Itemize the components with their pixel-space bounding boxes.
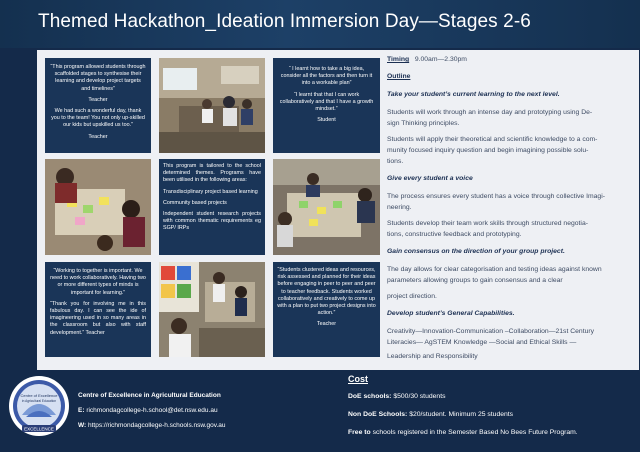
cost-label: DoE schools: xyxy=(348,393,392,400)
cost-value: schools registered in the Semester Based No Bees Future Program. xyxy=(372,429,578,436)
email-row xyxy=(78,407,218,414)
logo-text: in Agricultural Education xyxy=(21,399,57,403)
body-text: munity focused inquiry question and begin imagining possible solu- xyxy=(387,147,589,154)
cost-value: $20/student. Minimum 25 students xyxy=(409,411,514,418)
quote-attribution: Teacher xyxy=(316,321,337,328)
logo-text: EXCELLENCE xyxy=(24,426,54,432)
body-text: project direction. xyxy=(387,293,437,300)
cost-row xyxy=(348,429,578,436)
body-text: Students will work through an intense day and prototyping using De- xyxy=(387,109,593,116)
web-link[interactable]: https://richmondagcollege-h.schools.nsw.gov.au xyxy=(88,422,226,429)
program-area: Transdisciplinary project based learning xyxy=(163,188,258,195)
group-work-photo-1 xyxy=(45,159,151,255)
body-text: Literacies— AgSTEM Knowledge —Social and Ethical Skills — xyxy=(387,339,577,346)
quote-text: “I learnt that that I can work collaboratively and that I have a growth mindset.” xyxy=(279,91,374,113)
quote-text: “This program allowed students through scaffolded stages to synthesise their learning and develop project targets and timelines” xyxy=(50,64,146,92)
program-intro: This program is tailored to the school determined themes. Programs have been utilised in the following areas: xyxy=(163,163,261,184)
section-heading: Take your student’s current learning to the next level. xyxy=(387,91,560,98)
web-label: W: xyxy=(78,422,87,429)
program-area: Independent student research projects with common thematic requirements eg SGP/ IRPs xyxy=(163,211,261,232)
quote-card-3 xyxy=(45,262,151,357)
body-text: The day allows for clear categorisation and testing ideas against known xyxy=(387,266,602,273)
quote-card-4 xyxy=(273,262,380,357)
cost-label: Free to xyxy=(348,429,371,436)
body-text: parameters allowing groups to gain consensus and a clear xyxy=(387,277,563,284)
quote-text: “Working to together is important. We need to work collaboratively. Having two or more different types of minds is important for learning.” xyxy=(50,268,146,296)
quote-card-1 xyxy=(45,58,151,153)
cost-row xyxy=(348,393,445,400)
body-text: Creativity—Innovation-Communication –Collaboration—21st Century xyxy=(387,328,595,335)
body-text: sign Thinking principles. xyxy=(387,120,460,127)
logo-text: Centre of Excellence xyxy=(20,393,58,398)
info-column xyxy=(384,50,639,370)
body-text: tions, constructive feedback and prototyping. xyxy=(387,231,522,238)
group-work-photo-2 xyxy=(273,159,380,255)
program-area: Community based projects xyxy=(163,199,227,206)
excellence-logo xyxy=(8,375,70,437)
outline-heading: Outline xyxy=(387,73,411,80)
body-text: Leadership and Responsibility xyxy=(387,353,478,360)
program-info-card xyxy=(159,159,265,255)
body-text: The process ensures every student has a voice through collective Imagi- xyxy=(387,193,605,200)
email-link[interactable]: richmondagcollege-h.school@det.nsw.edu.au xyxy=(86,407,218,414)
body-text: Students develop their team work skills through structured negotia- xyxy=(387,220,588,227)
cost-value: $500/30 students xyxy=(393,393,446,400)
section-heading: Gain consensus on the direction of your group project. xyxy=(387,248,565,255)
section-heading: Develop student’s General Capabilities. xyxy=(387,310,515,317)
quote-attribution: Teacher xyxy=(88,96,108,103)
page-title: Themed Hackathon_Ideation Immersion Day—Stages 2-6 xyxy=(38,11,531,32)
classroom-photo-1 xyxy=(159,58,265,153)
timing-row xyxy=(387,56,467,63)
body-text: tions. xyxy=(387,158,404,165)
timing-label: Timing xyxy=(387,56,410,63)
quote-attribution: Teacher xyxy=(88,133,108,140)
cost-heading: Cost xyxy=(348,374,368,384)
cost-row xyxy=(348,411,513,418)
header-banner xyxy=(0,0,640,48)
quote-attribution: Student xyxy=(317,117,336,124)
web-row xyxy=(78,422,226,429)
quote-text: We had such a wonderful day, thank you to the team! You not only up-skilled our kids but upskilled us too.” xyxy=(51,108,145,129)
org-name: Centre of Excellence in Agricultural Education xyxy=(78,392,221,399)
cost-label: Non DoE Schools: xyxy=(348,411,408,418)
body-text: neering. xyxy=(387,204,412,211)
timing-value: 9.00am—2.30pm xyxy=(414,56,467,63)
quote-card-2 xyxy=(273,58,380,153)
quote-text: “Students clustered ideas and resources, risk assessed and planned for their ideas before engaging in peer to peer and peer to teacher feedback. Students worked collaboratively and creatively to come up with a plan to put two project designs into action.” xyxy=(277,267,376,317)
quote-text: “ I learnt how to take a big idea, consider all the factors and then turn it into a workable plan” xyxy=(280,66,373,87)
body-text: Students will apply their theoretical and scientific knowledge to a com- xyxy=(387,136,598,143)
email-label: E: xyxy=(78,407,85,414)
section-heading: Give every student a voice xyxy=(387,175,473,182)
quote-text: “Thank you for involving me in this fabulous day. I can see the ide of imagineering used in so many areas in the classroom but also with staff development.” Teacher xyxy=(50,300,146,336)
classroom-photo-2 xyxy=(159,262,265,357)
